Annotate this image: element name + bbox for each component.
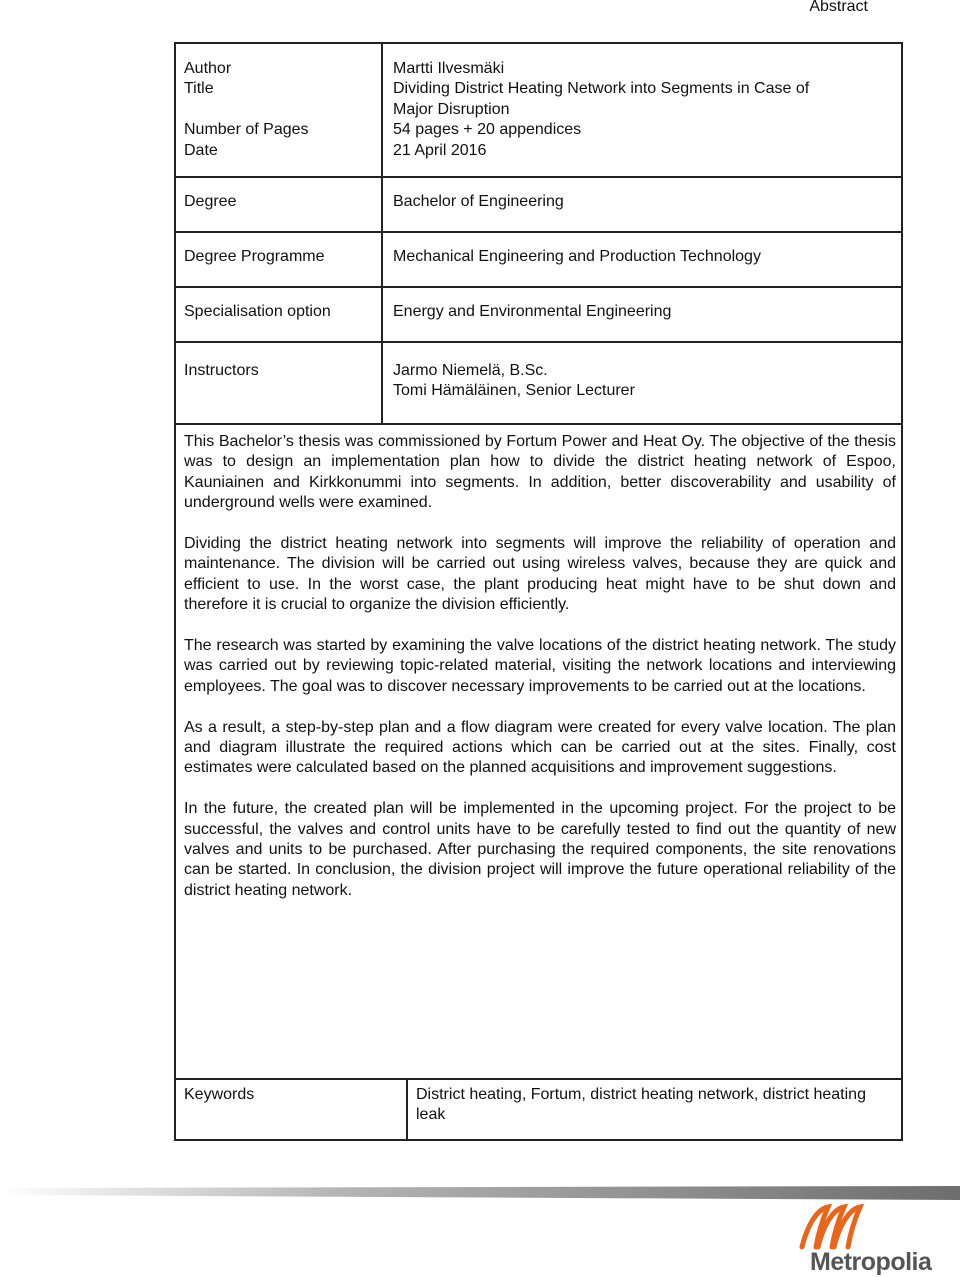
keywords-divider bbox=[406, 1080, 408, 1139]
instructor-1: Jarmo Niemelä, B.Sc. bbox=[393, 362, 548, 379]
page-heading: Abstract bbox=[809, 0, 868, 15]
keywords-value: District heating, Fortum, district heating network, district heating leak bbox=[416, 1086, 866, 1124]
degree-value: Bachelor of Engineering bbox=[393, 193, 564, 210]
pages-value: 54 pages + 20 appendices bbox=[393, 121, 582, 139]
footer-stripe bbox=[0, 1186, 960, 1200]
abstract-paragraph-1: This Bachelor’s thesis was commissioned by Fortum Power and Heat Oy. The objective of the thesis was to design an implementation plan how to divide the district heating network of Espoo, Kauniainen and Kirkkonummi into segments. In addition, better discoverability and usability of underground wells were examined. bbox=[184, 433, 896, 512]
title-value-line1: Dividing District Heating Network into Segments in Case of bbox=[393, 80, 810, 98]
pages-label: Number of Pages bbox=[184, 121, 309, 139]
thesis-info-row bbox=[176, 44, 901, 178]
specialisation-value: Energy and Environmental Engineering bbox=[393, 303, 672, 320]
abstract-body bbox=[184, 432, 896, 922]
keywords-row bbox=[176, 1078, 901, 1139]
degree-label: Degree bbox=[184, 193, 237, 210]
instructors-row bbox=[176, 341, 901, 425]
author-label: Author bbox=[184, 60, 232, 77]
abstract-paragraph-4: As a result, a step-by-step plan and a flow diagram were created for every valve location. The plan and diagram illustrate the required actions which can be carried out at the sites. Finally, cost estimates were calculated based on the planned acquisitions and improvement suggestions. bbox=[184, 718, 896, 777]
keywords-label: Keywords bbox=[184, 1086, 255, 1103]
title-value-line2: Major Disruption bbox=[393, 100, 510, 118]
title-label: Title bbox=[184, 80, 214, 98]
abstract-form bbox=[174, 42, 903, 1141]
logo-wordmark: Metropolia bbox=[810, 1248, 932, 1276]
instructor-2: Tomi Hämäläinen, Senior Lecturer bbox=[393, 382, 635, 400]
programme-label: Degree Programme bbox=[184, 248, 325, 265]
programme-value: Mechanical Engineering and Production Technology bbox=[393, 248, 761, 265]
date-label: Date bbox=[184, 141, 218, 159]
specialisation-row bbox=[176, 286, 901, 343]
degree-row bbox=[176, 176, 901, 233]
abstract-paragraph-3: The research was started by examining the valve locations of the district heating network. The study was carried out by reviewing topic-related material, visiting the network locations and interviewing employees. The goal was to discover necessary improvements to be carried out at the locations. bbox=[184, 637, 896, 695]
abstract-paragraph-5: In the future, the created plan will be implemented in the upcoming project. For the project to be successful, the valves and control units have to be carefully tested to find out the quantity of new valves and units to be purchased. After purchasing the required components, the site renovations can be started. In conclusion, the division project will improve the future operational reliability of the district heating network. bbox=[184, 800, 896, 899]
author-value: Martti Ilvesmäki bbox=[393, 60, 505, 77]
programme-row bbox=[176, 231, 901, 288]
instructors-label: Instructors bbox=[184, 362, 259, 379]
specialisation-label: Specialisation option bbox=[184, 303, 331, 320]
date-value: 21 April 2016 bbox=[393, 141, 487, 159]
abstract-paragraph-2: Dividing the district heating network into segments will improve the reliability of operation and maintenance. The division will be carried out using wireless valves, because they are quick and efficient to use. In the worst case, the plant producing heat might have to be shut down and therefore it is crucial to organize the division efficiently. bbox=[184, 535, 896, 614]
